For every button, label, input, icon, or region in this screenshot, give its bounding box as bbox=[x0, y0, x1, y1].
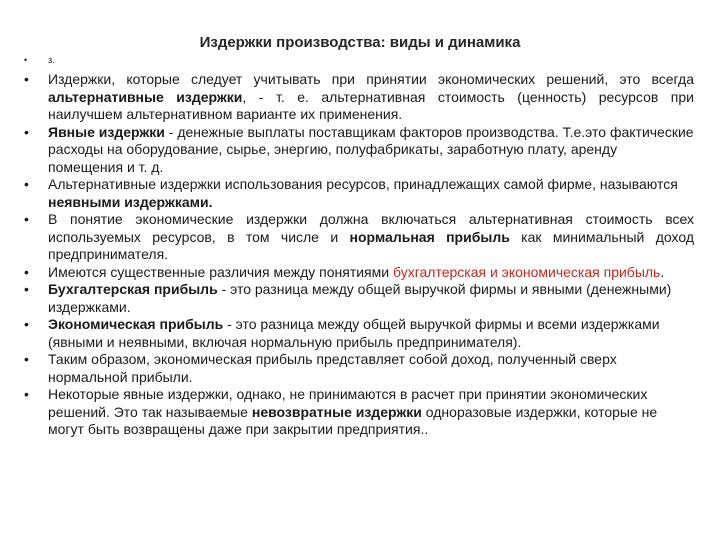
text-segment: - это разница между общей выручкой фирмы и всеми издержками (явными и неявными, включая нормальную прибыль предпринимателя). bbox=[48, 316, 660, 350]
list-item-text bbox=[48, 264, 664, 280]
bullet-icon: • bbox=[24, 211, 29, 227]
text-segment: , - т. е. альтернативная стоимость (ценность) ресурсов при наилучшем альтернативном варианте их применения. bbox=[48, 88, 694, 122]
text-segment: Некоторые явные издержки, однако, не принимаются в расчет при принятии экономических решений. Это так называемые bbox=[48, 386, 648, 420]
list-item-text bbox=[48, 55, 55, 65]
list-item bbox=[20, 264, 694, 282]
list-item bbox=[20, 316, 694, 351]
bullet-icon: • bbox=[24, 123, 29, 140]
text-segment: Издержки, которые следует учитывать при принятии экономических решений, это всегда bbox=[48, 71, 694, 87]
bold-term: Бухгалтерская прибыль bbox=[48, 281, 218, 297]
text-segment: Альтернативные издержки использования ресурсов, принадлежащих самой фирме, называются bbox=[48, 176, 678, 192]
bold-term: альтернативные издержки bbox=[48, 88, 243, 105]
list-item-text bbox=[48, 211, 694, 262]
bold-term: невозвратные издержки bbox=[251, 403, 422, 420]
text-segment: одноразовые издержки, которые не могут быть возвращены даже при закрытии предприятия.. bbox=[48, 403, 658, 437]
bold-term: нормальная прибыль bbox=[349, 228, 510, 245]
highlighted-term: бухгалтерская и экономическая прибыль bbox=[392, 263, 661, 280]
list-item-text bbox=[48, 316, 660, 350]
bullet-icon: • bbox=[24, 263, 29, 280]
text-segment: з. bbox=[48, 55, 55, 65]
bullet-icon: • bbox=[24, 55, 28, 65]
slide-title: Издержки производства: виды и динамика bbox=[199, 34, 521, 51]
text-segment: как минимальный доход предпринимателя. bbox=[48, 228, 694, 262]
bullet-list bbox=[20, 53, 694, 439]
list-item bbox=[20, 211, 694, 264]
list-item bbox=[20, 71, 694, 124]
list-item bbox=[20, 386, 694, 439]
bold-term: Явные издержки bbox=[48, 123, 165, 140]
bullet-icon: • bbox=[24, 316, 29, 332]
bullet-icon: • bbox=[24, 71, 29, 87]
list-item-text bbox=[48, 176, 678, 210]
text-segment: Таким образом, экономическая прибыль представляет собой доход, полученный сверх нормальной прибыли. bbox=[48, 351, 617, 385]
bullet-icon: • bbox=[24, 176, 29, 192]
bold-term: неявными издержками. bbox=[48, 193, 213, 210]
bullet-icon: • bbox=[24, 351, 29, 367]
list-item bbox=[20, 281, 694, 316]
text-segment: - это разница между общей выручкой фирмы и явными (денежными) издержками. bbox=[48, 281, 672, 315]
list-item-text bbox=[48, 281, 671, 315]
bullet-icon: • bbox=[24, 281, 29, 297]
text-segment: Имеются существенные различия между понятиями bbox=[48, 263, 393, 280]
list-item bbox=[20, 351, 694, 386]
list-item-text bbox=[48, 386, 657, 437]
bullet-icon: • bbox=[24, 386, 29, 402]
text-segment: . bbox=[660, 263, 665, 280]
text-segment: В понятие экономические издержки должна включаться альтернативная стоимость всех используемых ресурсов, в том числе и bbox=[48, 211, 694, 245]
list-item-text bbox=[48, 71, 694, 122]
text-segment: - денежные выплаты поставщикам факторов производства. Т.е.это фактические расходы на оборудование, сырье, энергию, полуфабрикаты, заработную плату, аренду помещения и т. д. bbox=[48, 123, 694, 175]
list-item bbox=[20, 176, 694, 211]
list-item-text bbox=[48, 351, 617, 385]
list-item-text bbox=[48, 124, 694, 175]
list-item bbox=[20, 124, 694, 177]
list-item bbox=[20, 53, 694, 67]
bold-term: Экономическая прибыль bbox=[48, 316, 224, 332]
